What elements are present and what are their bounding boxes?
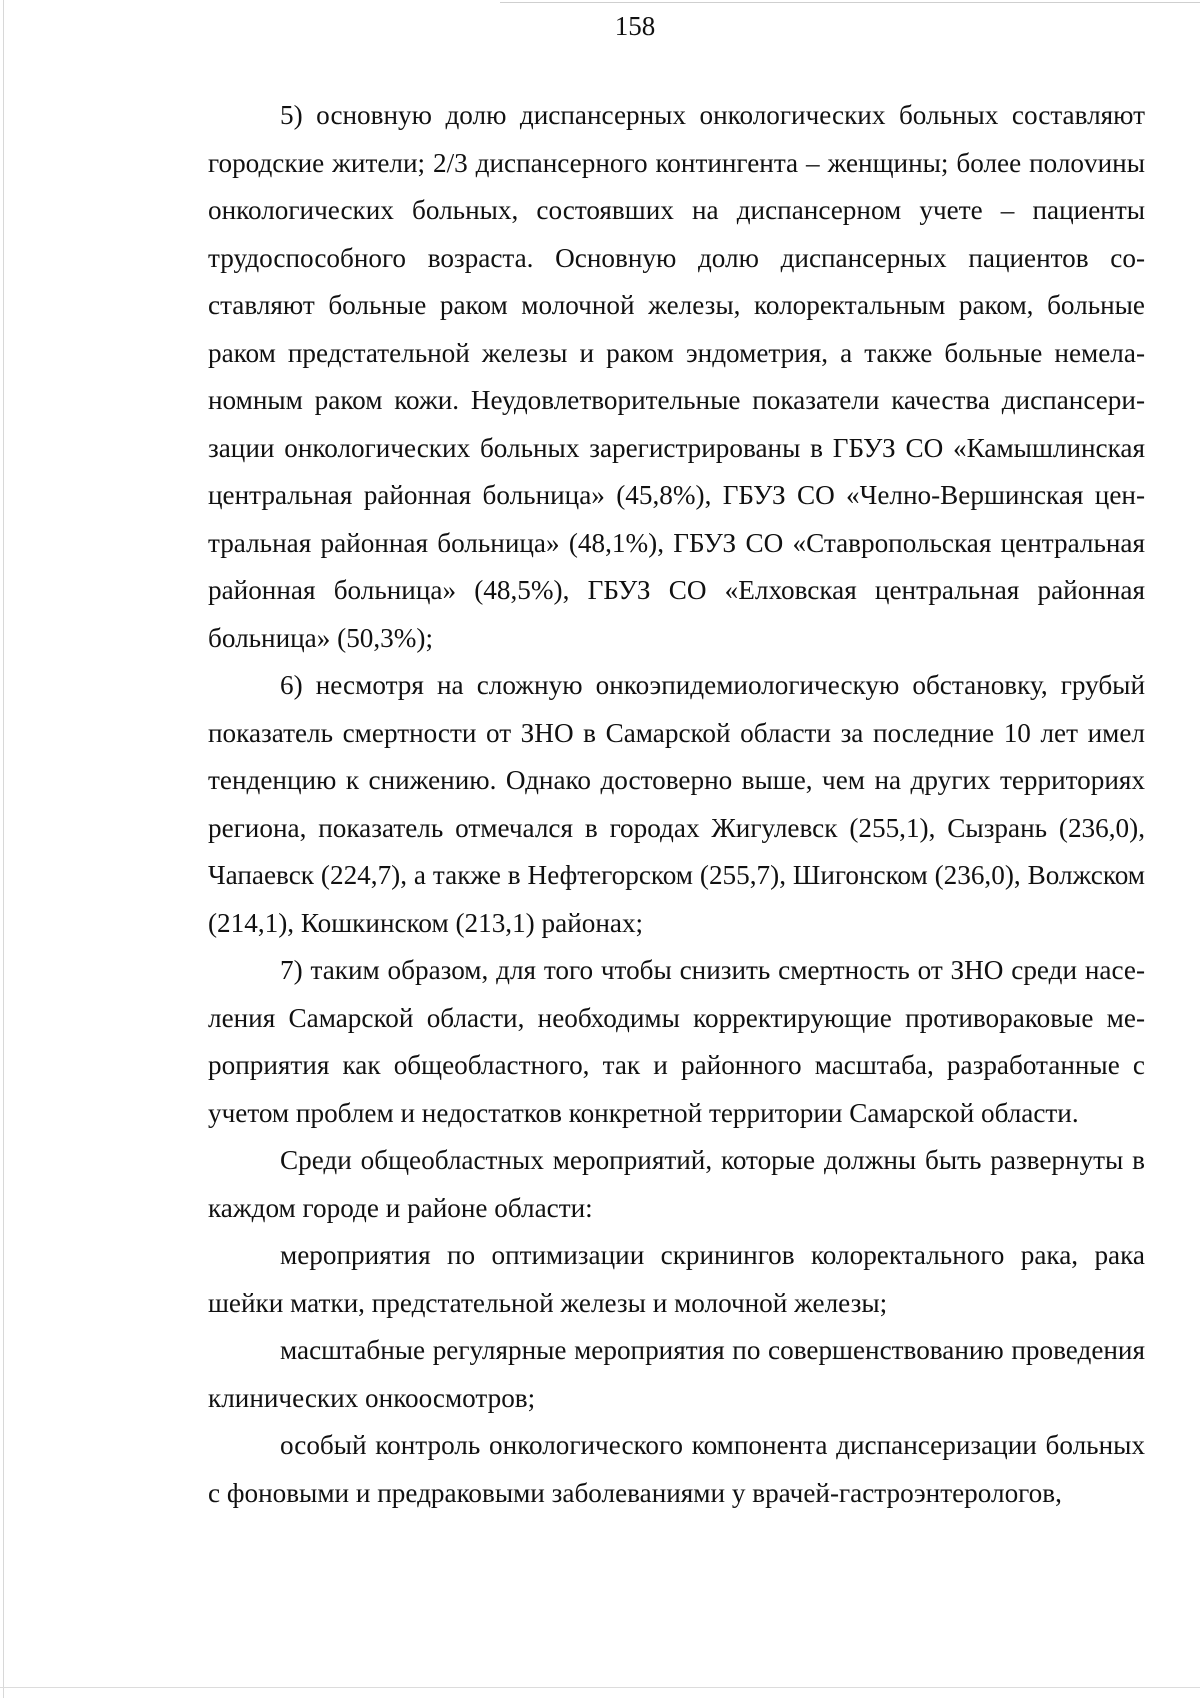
scan-edge-top	[500, 2, 1200, 3]
list-item: особый контроль онкологического компонента диспансеризации больных с фоновыми и предраковыми заболеваниями у врачей-гастроэнтерологов,	[208, 1430, 1145, 1508]
paragraph: 6) несмотря на сложную онкоэпидемиологическую обстановку, грубый показатель смертности от ЗНО в Самарской области за последние 10 лет имел тенденцию к снижению. Однако достоверно выше, чем на других территориях региона, показатель отмечался в городах Жигулевск (255,1), Сызрань (236,0), Чапаевск (224,7), а также в Нефтегорском (255,7), Шигонском (236,0), Волжском (214,1), Кошкинском (213,1) районах;	[208, 670, 1145, 938]
list-item: мероприятия по оптимизации скринингов колоректального рака, рака шейки матки, предстательной железы и молочной железы;	[208, 1240, 1145, 1318]
scan-edge-left	[3, 0, 4, 1698]
document-body	[208, 92, 1145, 1517]
list-item: масштабные регулярные мероприятия по совершенствованию проведения клинических онкоосмотров;	[208, 1335, 1145, 1413]
scan-edge-bottom	[0, 1687, 1200, 1688]
page-number: 158	[614, 11, 656, 41]
paragraph: 5) основную долю диспансерных онкологических больных составляют городские жители; 2/3 диспансерного контингента – женщины; более полоvины онкологических больных, состоявших на диспансерном учете – пациенты трудоспособного возраста. Основную долю диспансерных пациентов составляют больные раком молочной железы, колоректальным раком, больные раком предстательной железы и раком эндометрия, а также больные немеланомным раком кожи. Неудовлетворительные показатели качества диспансеризации онкологических больных зарегистрированы в ГБУЗ СО «Камышлинская центральная районная больница» (45,8%), ГБУЗ СО «Челно-Вершинская центральная районная больница» (48,1%), ГБУЗ СО «Ставропольская центральная районная больница» (48,5%), ГБУЗ СО «Елховская центральная районная больница» (50,3%);	[208, 100, 1145, 653]
paragraph: 7) таким образом, для того чтобы снизить смертность от ЗНО среди населения Самарской области, необходимы корректирующие противораковые мероприятия как общеобластного, так и районного масштаба, разработанные с учетом проблем и недостатков конкретной территории Самарской области.	[208, 955, 1145, 1128]
paragraph: Среди общеобластных мероприятий, которые должны быть развернуты в каждом городе и районе области:	[208, 1145, 1145, 1223]
